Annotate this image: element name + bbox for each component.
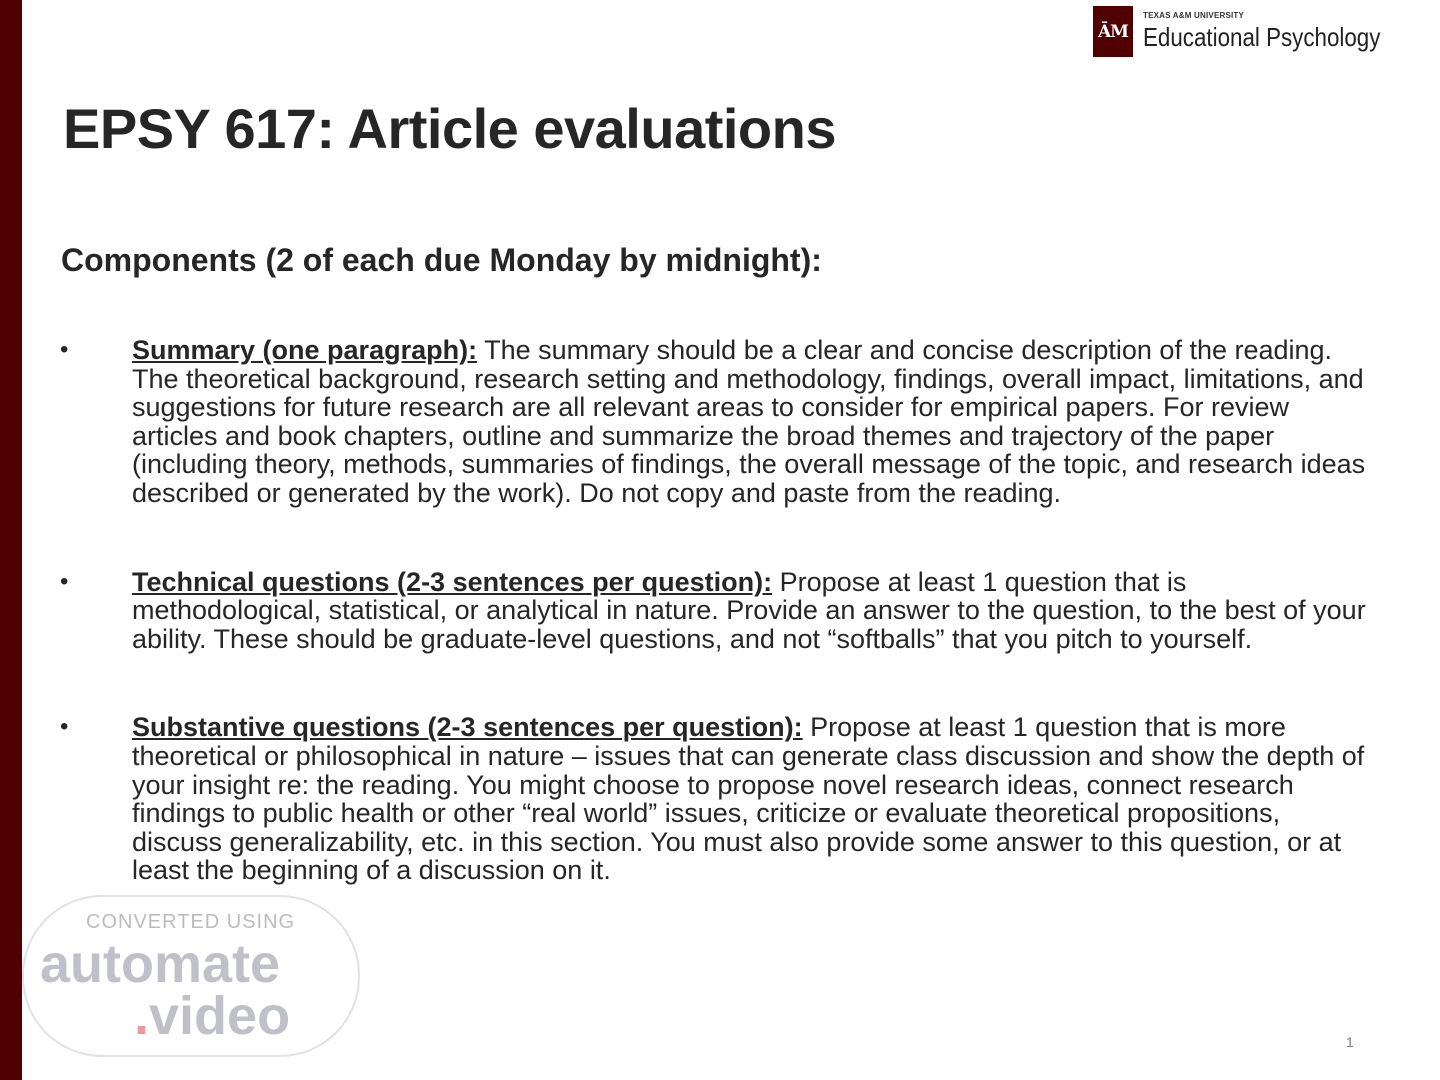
- page-number: 1: [1346, 1034, 1354, 1050]
- bullet-label: Technical questions (2-3 sentences per question):: [132, 566, 773, 597]
- bullet-label: Substantive questions (2-3 sentences per question):: [132, 712, 803, 743]
- bullet-substantive-questions: [60, 713, 1370, 885]
- atm-logo-icon: ĀM: [1093, 6, 1133, 57]
- bullet-dot-icon: •: [60, 713, 69, 741]
- university-logo: [1093, 6, 1419, 57]
- components-heading: Components (2 of each due Monday by midnight):: [61, 242, 822, 278]
- watermark-video-word: video: [149, 986, 291, 1046]
- logo-university: TEXAS A&M UNIVERSITY: [1143, 10, 1245, 20]
- watermark-converted-text: CONVERTED USING: [86, 911, 296, 933]
- bullet-technical-questions: [60, 568, 1370, 654]
- components-list: [60, 336, 1370, 885]
- bullet-text: Propose at least 1 question that is more theoretical or philosophical in nature – issues that can generate class discussion and show the depth of your insight re: the reading. You might choose to propose novel research ideas, connect research findings to public health or other “real world” issues, criticize or evaluate theoretical propositions, discuss generalizability, etc. in this section. You must also provide some answer to this question, or at least the beginning of a discussion on it.: [132, 712, 1365, 886]
- bullet-text: Propose at least 1 question that is methodological, statistical, or analytical in nature. Provide an answer to the question, to the best of your ability. These should be graduate-level questions, and not “softballs” that you pitch to yourself.: [132, 566, 1366, 654]
- watermark-automate-text: automate: [40, 934, 281, 994]
- slide-side-bar: [0, 0, 22, 1080]
- logo-text: [1143, 11, 1419, 53]
- automate-video-watermark: [22, 895, 360, 1057]
- bullet-text: The summary should be a clear and concise description of the reading. The theoretical background, research setting and methodology, findings, overall impact, limitations, and suggestions for future research are all relevant areas to consider for empirical papers. For review articles and book chapters, outline and summarize the broad themes and trajectory of the paper (including theory, methods, summaries of findings, the overall message of the topic, and research ideas described or generated by the work). Do not copy and paste from the reading.: [132, 335, 1366, 508]
- bullet-dot-icon: •: [60, 336, 69, 363]
- bullet-label: Summary (one paragraph):: [132, 335, 478, 365]
- watermark-dot: .: [134, 986, 150, 1046]
- bullet-dot-icon: •: [60, 567, 69, 595]
- logo-department: Educational Psychology: [1143, 21, 1381, 52]
- watermark-video-text: [134, 985, 290, 1047]
- slide-title: EPSY 617: Article evaluations: [63, 97, 836, 160]
- bullet-summary: [60, 336, 1370, 508]
